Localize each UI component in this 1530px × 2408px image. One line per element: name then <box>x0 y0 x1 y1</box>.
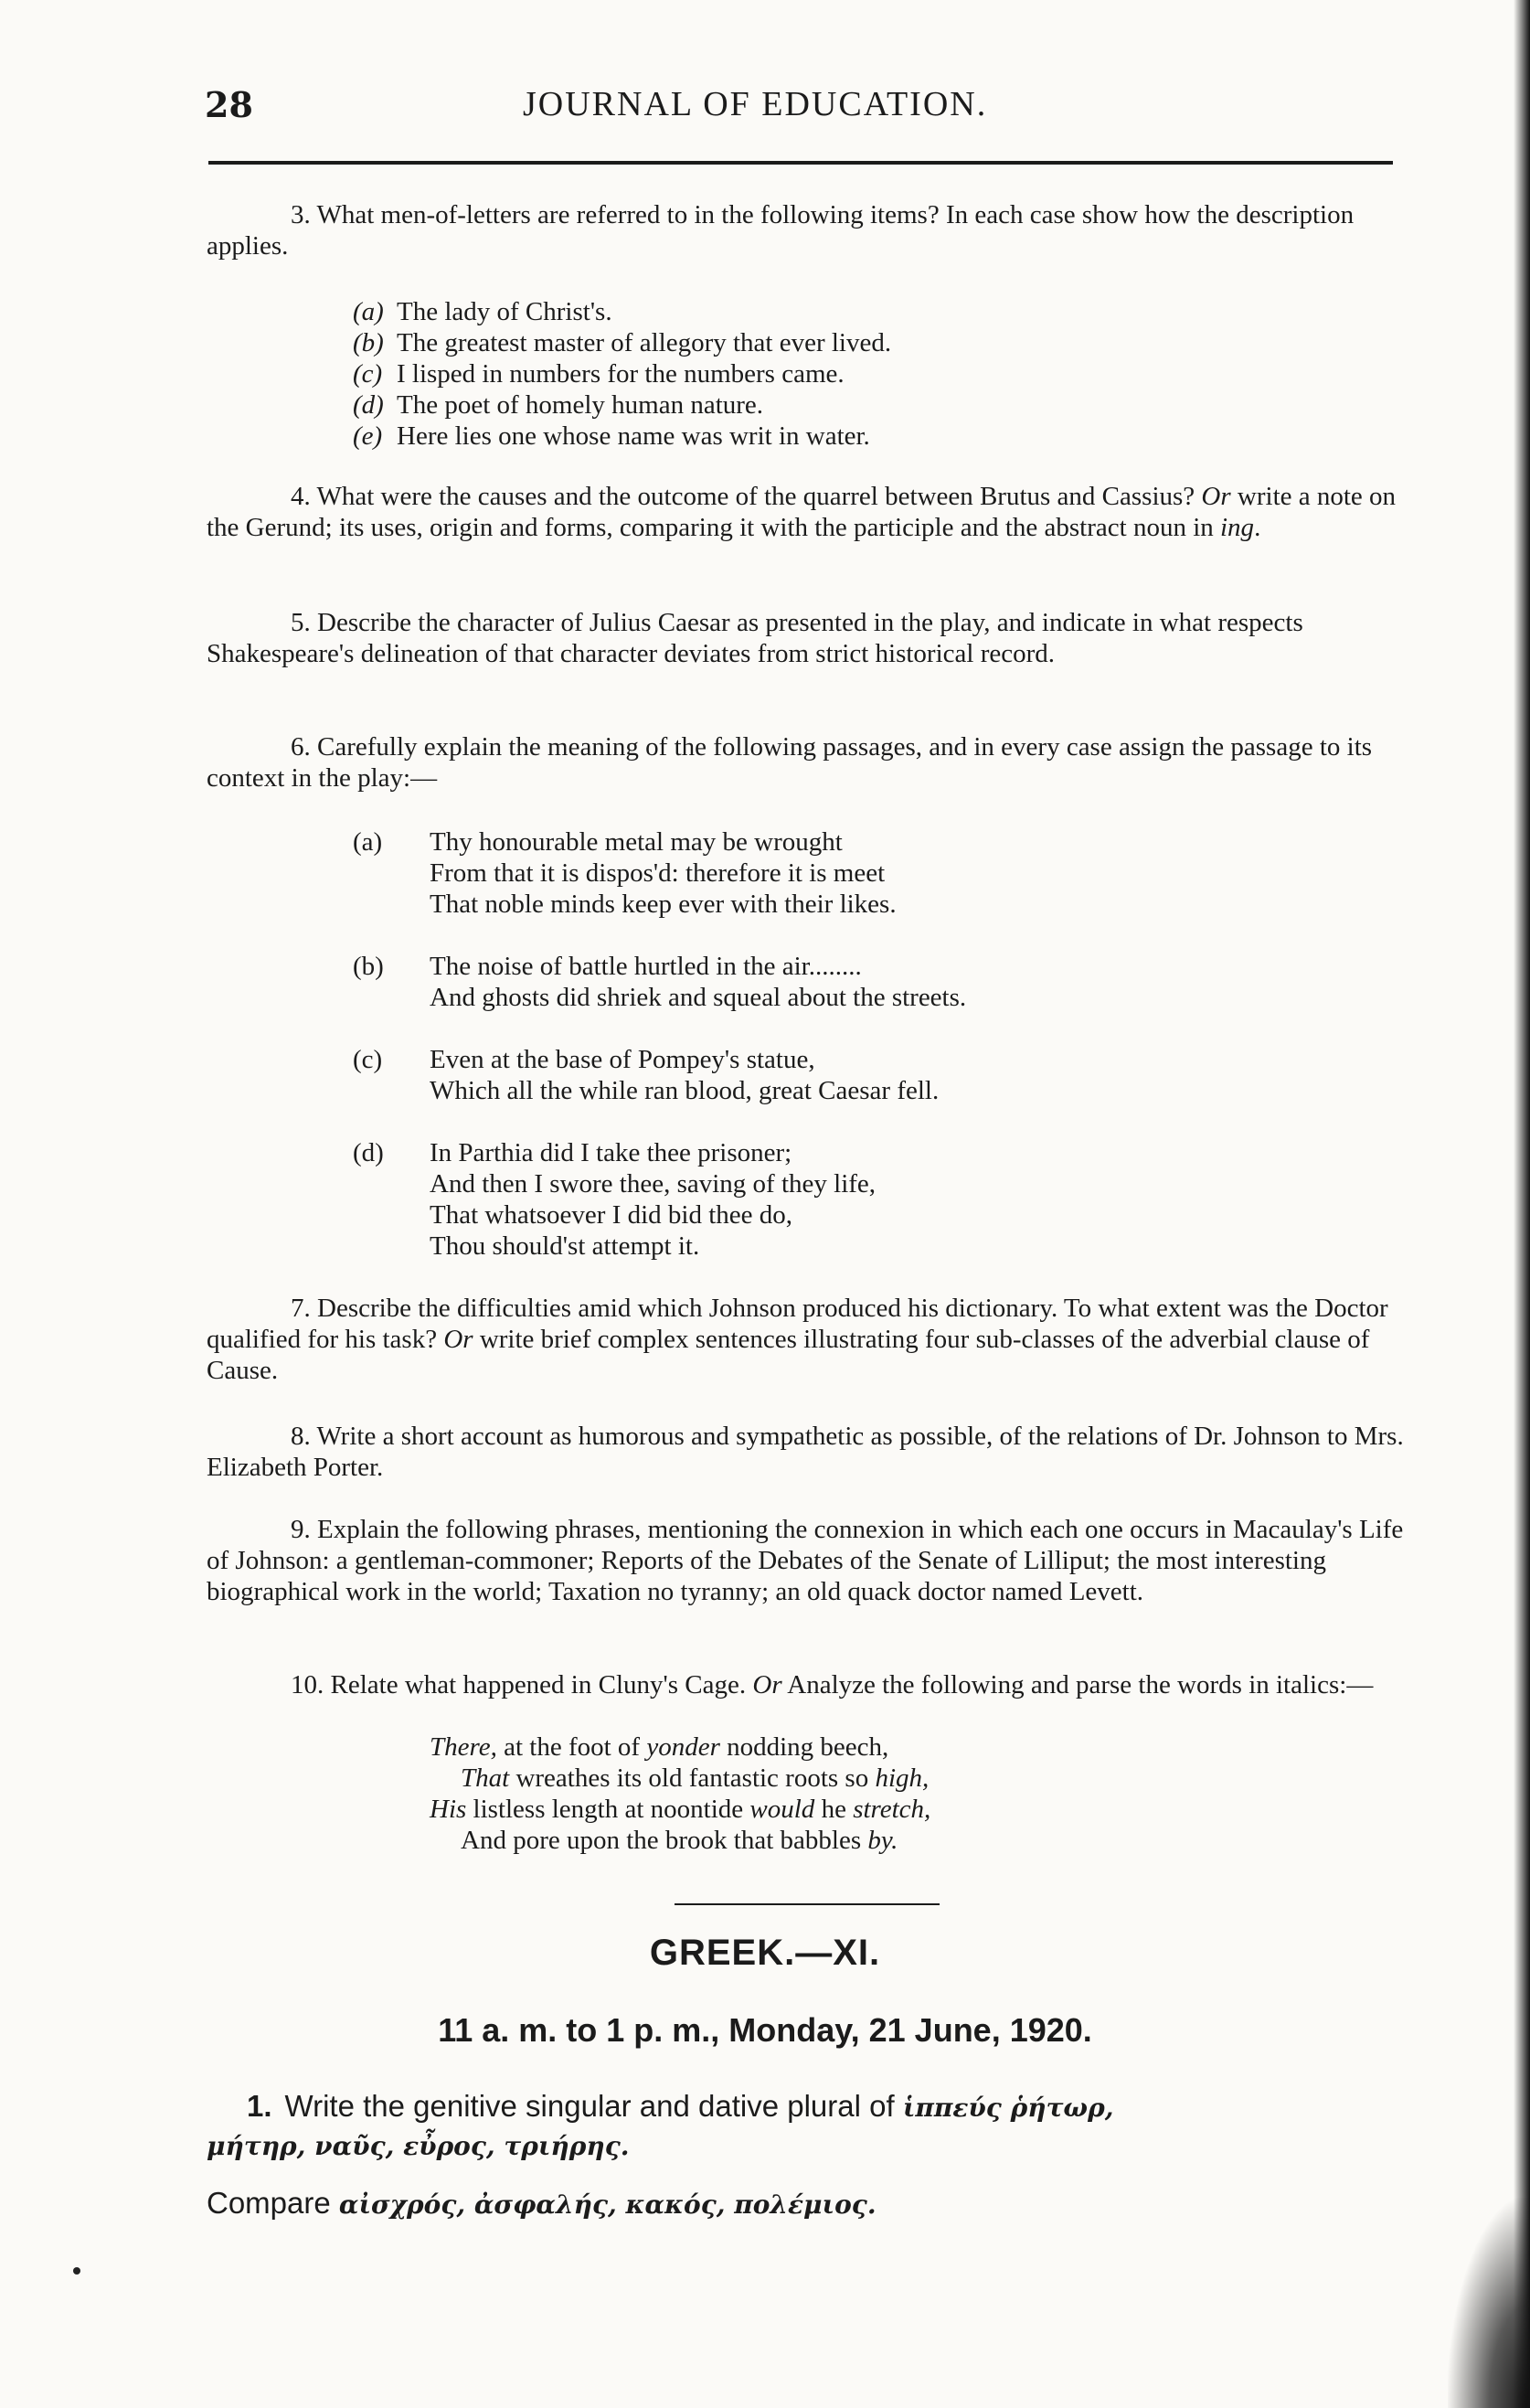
poem-text: at the foot of <box>496 1732 647 1762</box>
poem-text: wreathes its old fantastic roots so <box>509 1763 876 1793</box>
question-8 <box>207 1421 1404 1483</box>
passage-line: That whatsoever I did bid thee do, <box>430 1200 793 1230</box>
greek-question-1 <box>207 2088 1422 2165</box>
passage-line: Thou should'st attempt it. <box>430 1231 700 1261</box>
compare-label: Compare <box>207 2186 339 2220</box>
item-text: Here lies one whose name was writ in water. <box>397 421 870 451</box>
item-label: (c) <box>353 359 383 389</box>
list-item <box>353 296 1358 327</box>
passage-line: In Parthia did I take thee prisoner; <box>430 1138 792 1167</box>
passage-line: Thy honourable metal may be wrought <box>430 827 843 857</box>
ink-speck <box>73 2267 80 2275</box>
passage-line: Which all the while ran blood, great Caesar fell. <box>430 1076 940 1105</box>
question-3-text: 3. What men-of-letters are referred to in the following items? In each case show how the description applies. <box>207 200 1355 261</box>
or-word: Or <box>752 1670 782 1699</box>
question-9 <box>207 1514 1404 1607</box>
question-4-text-cont: write a note on the Gerund; its uses, origin and forms, comparing it with the participle and the abstract noun in <box>207 482 1397 542</box>
passage-line: That noble minds keep ever with their likes. <box>430 890 897 919</box>
poem-word: high, <box>875 1763 930 1793</box>
poem-text: And pore upon the brook that babbles <box>461 1826 868 1855</box>
item-text: The greatest master of allegory that ever lived. <box>397 328 892 357</box>
ing-word: ing <box>1220 513 1255 542</box>
poem-line <box>430 1794 1252 1825</box>
poem-word: yonder <box>646 1732 720 1762</box>
poem-word: That <box>461 1763 510 1793</box>
passage-line: And then I swore thee, saving of they life, <box>430 1169 877 1199</box>
poem-line <box>430 1731 1252 1763</box>
question-7-text-cont: write brief complex sentences illustrating four sub-classes of the adverbial clause of Cause. <box>207 1325 1370 1385</box>
question-3-items <box>353 296 1358 452</box>
page-corner-blot <box>1448 2198 1530 2408</box>
question-9-text: 9. Explain the following phrases, mentioning the connexion in which each one occurs in Macaulay's Life of Johnson: a gentleman-commoner; Reports of the Debates of the Senate of Lilliput; the most interesting biographical work in the world; Taxation no tyranny; an old quack doctor named Levett. <box>207 1515 1404 1606</box>
greek-q1-line-1 <box>207 2088 1422 2126</box>
question-4-text: 4. What were the causes and the outcome of the quarrel between Brutus and Cassius? <box>291 482 1202 511</box>
item-text: The poet of homely human nature. <box>397 390 764 420</box>
passage-c <box>353 1044 1358 1106</box>
journal-title: JOURNAL OF EDUCATION. <box>523 85 988 123</box>
poem-word: His <box>430 1795 467 1824</box>
greek-q1-line-2 <box>207 2126 1422 2165</box>
list-item <box>353 421 1358 452</box>
section-divider <box>675 1903 940 1905</box>
greek-exam-time: 11 a. m. to 1 p. m., Monday, 21 June, 1920. <box>438 2011 1092 2049</box>
passage-label: (a) <box>353 827 383 857</box>
greek-words: αἰσχρός, ἀσφαλής, κακός, πολέμιος. <box>338 2190 877 2220</box>
question-number: 1. <box>247 2089 272 2123</box>
list-item <box>353 358 1358 389</box>
header-rule <box>208 161 1393 165</box>
question-3 <box>207 199 1404 261</box>
poem-word: by. <box>867 1826 898 1855</box>
passage-line: The noise of battle hurtled in the air........ <box>430 952 862 981</box>
greek-words: ἱππεύς ῥήτωρ, <box>902 2093 1114 2123</box>
or-word: Or <box>1201 482 1231 511</box>
passage-label: (d) <box>353 1138 384 1167</box>
poem-word: stretch, <box>853 1795 931 1824</box>
passage-label: (c) <box>353 1045 383 1074</box>
item-label: (e) <box>353 421 383 451</box>
list-item <box>353 389 1358 421</box>
page-header <box>205 84 1393 139</box>
greek-section-heading: GREEK.—XI. <box>649 1933 881 1973</box>
item-label: (d) <box>353 390 384 420</box>
greek-words: μήτηρ, ναῦς, εὖρος, τριήρης. <box>207 2131 630 2161</box>
item-text: I lisped in numbers for the numbers came. <box>397 359 845 389</box>
passage-d <box>353 1137 1358 1262</box>
question-10-text: 10. Relate what happened in Cluny's Cage. <box>291 1670 753 1699</box>
poem-line <box>430 1763 1252 1794</box>
question-7-text: 7. Describe the difficulties amid which Johnson produced his dictionary. To what extent was the Doctor qualified for his task? <box>207 1294 1388 1354</box>
poem-text: nodding beech, <box>719 1732 889 1762</box>
passage-line: From that it is dispos'd: therefore it is meet <box>430 858 886 888</box>
poem-word: There, <box>430 1732 497 1762</box>
item-label: (b) <box>353 328 384 357</box>
poem-excerpt <box>430 1731 1252 1856</box>
question-10 <box>207 1669 1404 1700</box>
question-5-text: 5. Describe the character of Julius Caesar as presented in the play, and indicate in what respects Shakespeare's delineation of that character deviates from strict historical record. <box>207 608 1303 668</box>
poem-line <box>430 1825 1252 1856</box>
poem-text: listless length at noontide <box>466 1795 750 1824</box>
greek-q1-text: Write the genitive singular and dative plural of <box>284 2089 903 2123</box>
passage-a <box>353 826 1358 920</box>
poem-word: would <box>749 1795 815 1824</box>
question-6-text: 6. Carefully explain the meaning of the following passages, and in every case assign the passage to its context in the play:— <box>207 732 1373 793</box>
list-item <box>353 327 1358 358</box>
or-word: Or <box>443 1325 473 1354</box>
question-7 <box>207 1293 1404 1386</box>
poem-text: he <box>814 1795 854 1824</box>
question-5 <box>207 607 1404 669</box>
page-number: 28 <box>205 84 253 125</box>
passage-line: And ghosts did shriek and squeal about the streets. <box>430 983 967 1012</box>
passage-b <box>353 951 1358 1013</box>
question-6 <box>207 731 1404 794</box>
passage-label: (b) <box>353 952 384 981</box>
question-10-text-cont: Analyze the following and parse the words in italics:— <box>781 1670 1374 1699</box>
passage-line: Even at the base of Pompey's statue, <box>430 1045 815 1074</box>
item-label: (a) <box>353 297 384 326</box>
item-text: The lady of Christ's. <box>397 297 612 326</box>
question-4-end: . <box>1254 513 1261 542</box>
question-4 <box>207 481 1404 543</box>
greek-compare <box>207 2185 1422 2223</box>
question-8-text: 8. Write a short account as humorous and sympathetic as possible, of the relations of Dr. Johnson to Mrs. Elizabeth Porter. <box>207 1422 1404 1482</box>
